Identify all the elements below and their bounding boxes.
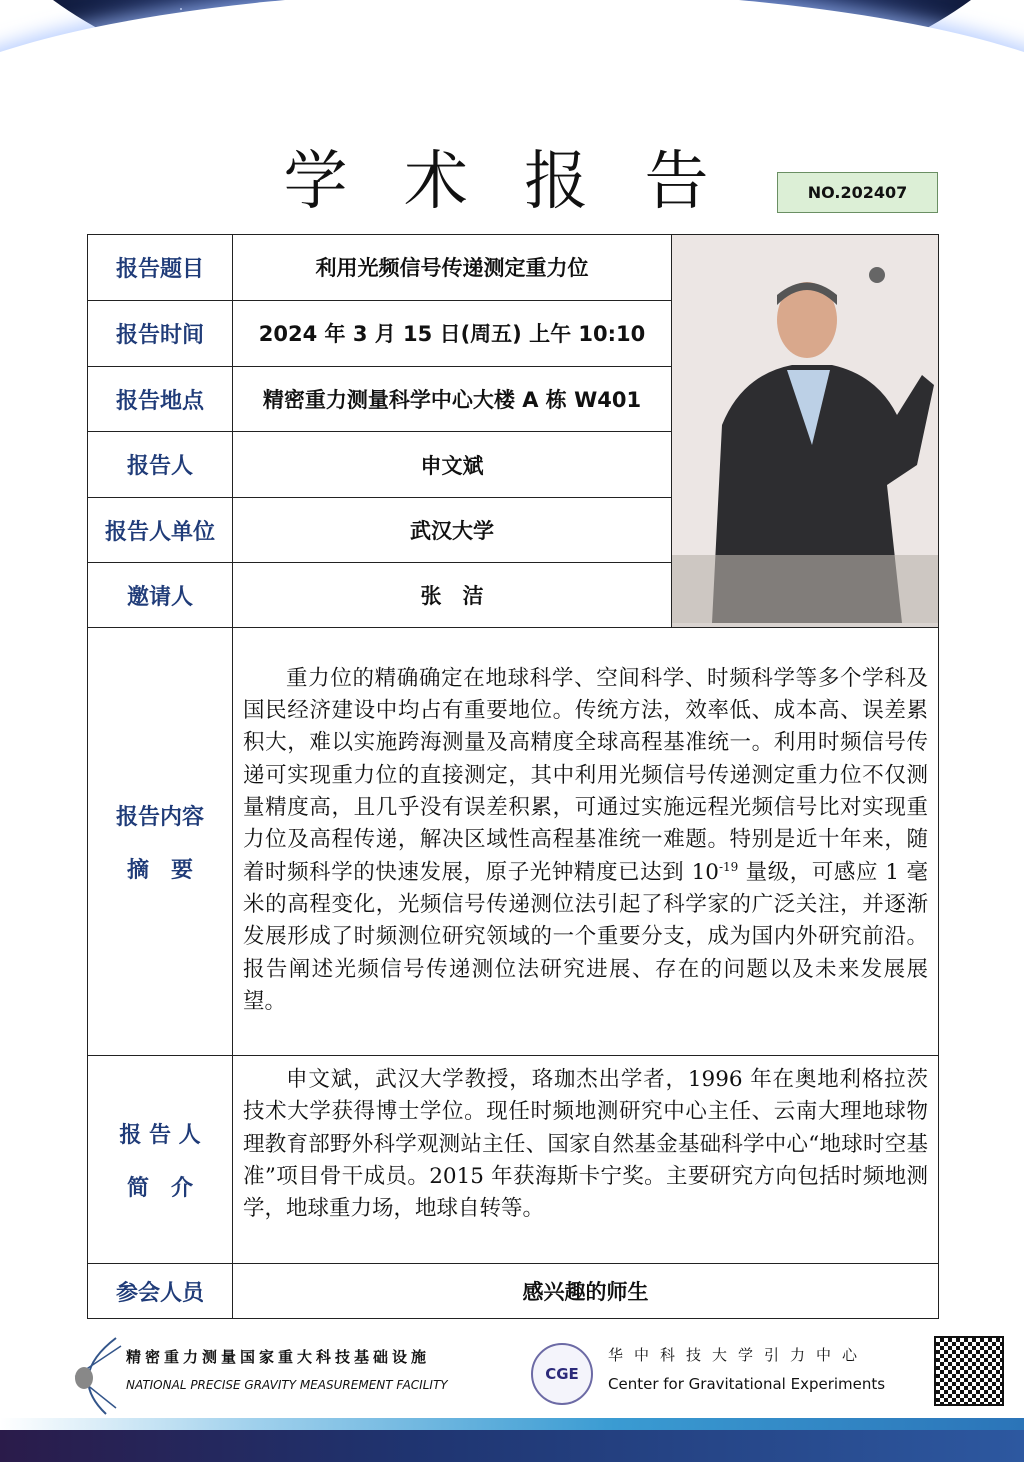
- label-attendees: 参会人员: [88, 1264, 233, 1319]
- footer-band-dark: [0, 1430, 1024, 1462]
- label-inviter: 邀请人: [88, 563, 233, 628]
- value-attendees: 感兴趣的师生: [233, 1264, 939, 1319]
- abstract-text-2: 量级，可感应 1 毫米的高程变化，光频信号传递测位法引起了科学家的广泛关注，并逐渐发展形成了时频测位研究领域的一个重要分支，成为国内外研究前沿。报告阐述光频信号传递测位法研究进展、存在的问题以及未来发展展望。: [243, 859, 928, 1014]
- value-affiliation: 武汉大学: [233, 498, 672, 563]
- report-table: [87, 234, 939, 1319]
- speaker-figure-image: [672, 235, 938, 623]
- label-abstract-line2: 摘 要: [126, 857, 193, 883]
- label-abstract: [88, 628, 233, 1056]
- bio-text: [233, 1056, 939, 1264]
- cge-logo: CGE: [531, 1343, 593, 1405]
- label-abstract-line1: 报告内容: [115, 804, 204, 830]
- value-speaker: 申文斌: [233, 432, 672, 498]
- report-number-badge: NO.202407: [777, 172, 938, 213]
- label-bio-line2: 简 介: [126, 1175, 193, 1201]
- footer-band-light: [0, 1418, 1024, 1430]
- abstract-exponent: -19: [718, 859, 739, 874]
- gravity-facility-logo-icon: [66, 1336, 126, 1416]
- label-location: 报告地点: [88, 366, 233, 432]
- page-title: 学 术 报 告: [283, 145, 727, 219]
- qr-code-icon: [934, 1336, 1004, 1406]
- label-speaker: 报告人: [88, 432, 233, 498]
- facility-name-cn: 精密重力测量国家重大科技基础设施: [126, 1348, 431, 1366]
- value-location: 精密重力测量科学中心大楼 A 栋 W401: [233, 366, 672, 432]
- value-inviter: 张 洁: [233, 563, 672, 628]
- facility-name-en: NATIONAL PRECISE GRAVITY MEASUREMENT FACILITY: [126, 1378, 448, 1392]
- label-time: 报告时间: [88, 300, 233, 366]
- label-bio: [88, 1056, 233, 1264]
- label-topic: 报告题目: [88, 235, 233, 301]
- center-name-en: Center for Gravitational Experiments: [608, 1375, 886, 1393]
- bio-paragraph: 申文斌，武汉大学教授，珞珈杰出学者，1996 年在奥地利格拉茨技术大学获得博士学位。现任时频地测研究中心主任、云南大理地球物理教育部野外科学观测站主任、国家自然基金基础科学中心“地球时空基准”项目骨干成员。2015 年获海斯卡宁奖。主要研究方向包括时频地测学，地球重力场，地球自转等。: [243, 1067, 928, 1222]
- value-topic: 利用光频信号传递测定重力位: [233, 235, 672, 301]
- value-time: 2024 年 3 月 15 日(周五) 上午 10:10: [233, 300, 672, 366]
- space-banner: [0, 0, 1024, 140]
- abstract-text: [233, 628, 939, 1056]
- abstract-text-1: 重力位的精确确定在地球科学、空间科学、时频科学等多个学科及国民经济建设中均占有重要地位。传统方法，效率低、成本高、误差累积大，难以实施跨海测量及高精度全球高程基准统一。利用时频信号传递可实现重力位的直接测定，其中利用光频信号传递测定重力位不仅测量精度高，且几乎没有误差积累，可通过实施远程光频信号比对实现重力位及高程传递，解决区域性高程基准统一难题。特别是近十年来，随着时频科学的快速发展，原子光钟精度已达到 10: [243, 665, 928, 885]
- speaker-photo: [672, 235, 939, 628]
- label-affiliation: 报告人单位: [88, 498, 233, 563]
- label-bio-line1: 报 告 人: [119, 1122, 201, 1148]
- center-name-cn: 华中科技大学引力中心: [608, 1346, 869, 1364]
